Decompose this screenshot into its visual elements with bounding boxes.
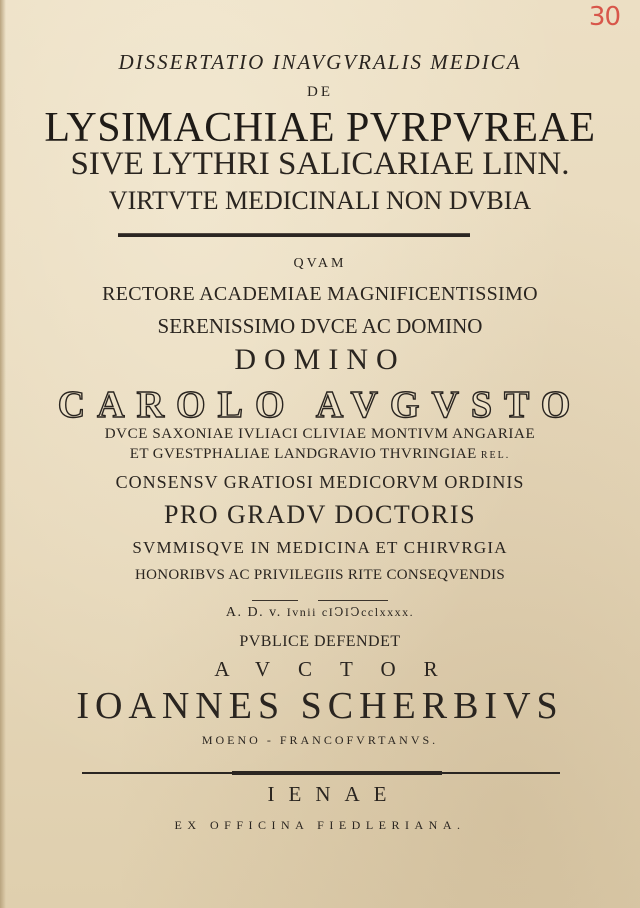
dedication-rectore: RECTORE ACADEMIAE MAGNIFICENTISSIMO <box>102 283 538 305</box>
subtitle-sive: SIVE LYTHRI SALICARIAE LINN. <box>70 146 570 182</box>
imprint-city: IENAE <box>267 782 401 806</box>
degree-honoribvs: HONORIBVS AC PRIVILEGIIS RITE CONSEQVENDIS <box>134 567 506 583</box>
author-origin: MOENO - FRANCOFVRTANVS. <box>201 733 439 747</box>
dedication-titles-line2 <box>0 446 640 463</box>
dedication-qvam: QVAM <box>293 256 347 271</box>
date-prefix: A. D. v. <box>225 605 282 620</box>
pvblice-defendet: PVBLICE DEFENDET <box>239 633 401 650</box>
dissertation-heading: DISSERTATIO INAVGVRALIS MEDICA <box>118 50 522 74</box>
small-rule-left <box>252 600 298 601</box>
small-rule-right <box>318 600 388 601</box>
subtitle-virtute: VIRTVTE MEDICINALI NON DVBIA <box>108 186 532 215</box>
degree-pro-gradv: PRO GRADV DOCTORIS <box>163 500 477 529</box>
dedication-serenissimo: SERENISSIMO DVCE AC DOMINO <box>157 314 483 338</box>
imprint-press: EX OFFICINA FIEDLERIANA. <box>174 818 466 832</box>
dedication-carolo-augusto: CAROLO AVGVSTO <box>57 384 583 426</box>
dedication-domino: DOMINO <box>234 343 406 376</box>
date-line <box>0 605 640 621</box>
ornamental-rule-top <box>118 234 470 237</box>
date-year: cIↃIↃcclxxxx. <box>321 605 415 619</box>
ornamental-rule-bottom <box>82 772 560 774</box>
degree-consensv: CONSENSV GRATIOSI MEDICORVM ORDINIS <box>115 472 525 492</box>
dedication-rel: REL. <box>480 450 511 461</box>
title-de: DE <box>307 84 333 100</box>
avctor-label: AVCTOR <box>214 657 466 681</box>
pencil-note: 30 <box>588 2 620 32</box>
main-title: LYSIMACHIAE PVRPVREAE <box>44 105 596 151</box>
author-name: IOANNES SCHERBIVS <box>76 685 564 727</box>
date-month: Ivnii <box>286 605 317 619</box>
dedication-titles-line2-text: ET GVESTPHALIAE LANDGRAVIO THVRINGIAE <box>129 446 477 462</box>
dedication-titles-line1: DVCE SAXONIAE IVLIACI CLIVIAE MONTIVM ANGARIAE <box>104 426 536 442</box>
degree-svmmisqve: SVMMISQVE IN MEDICINA ET CHIRVRGIA <box>132 538 508 557</box>
